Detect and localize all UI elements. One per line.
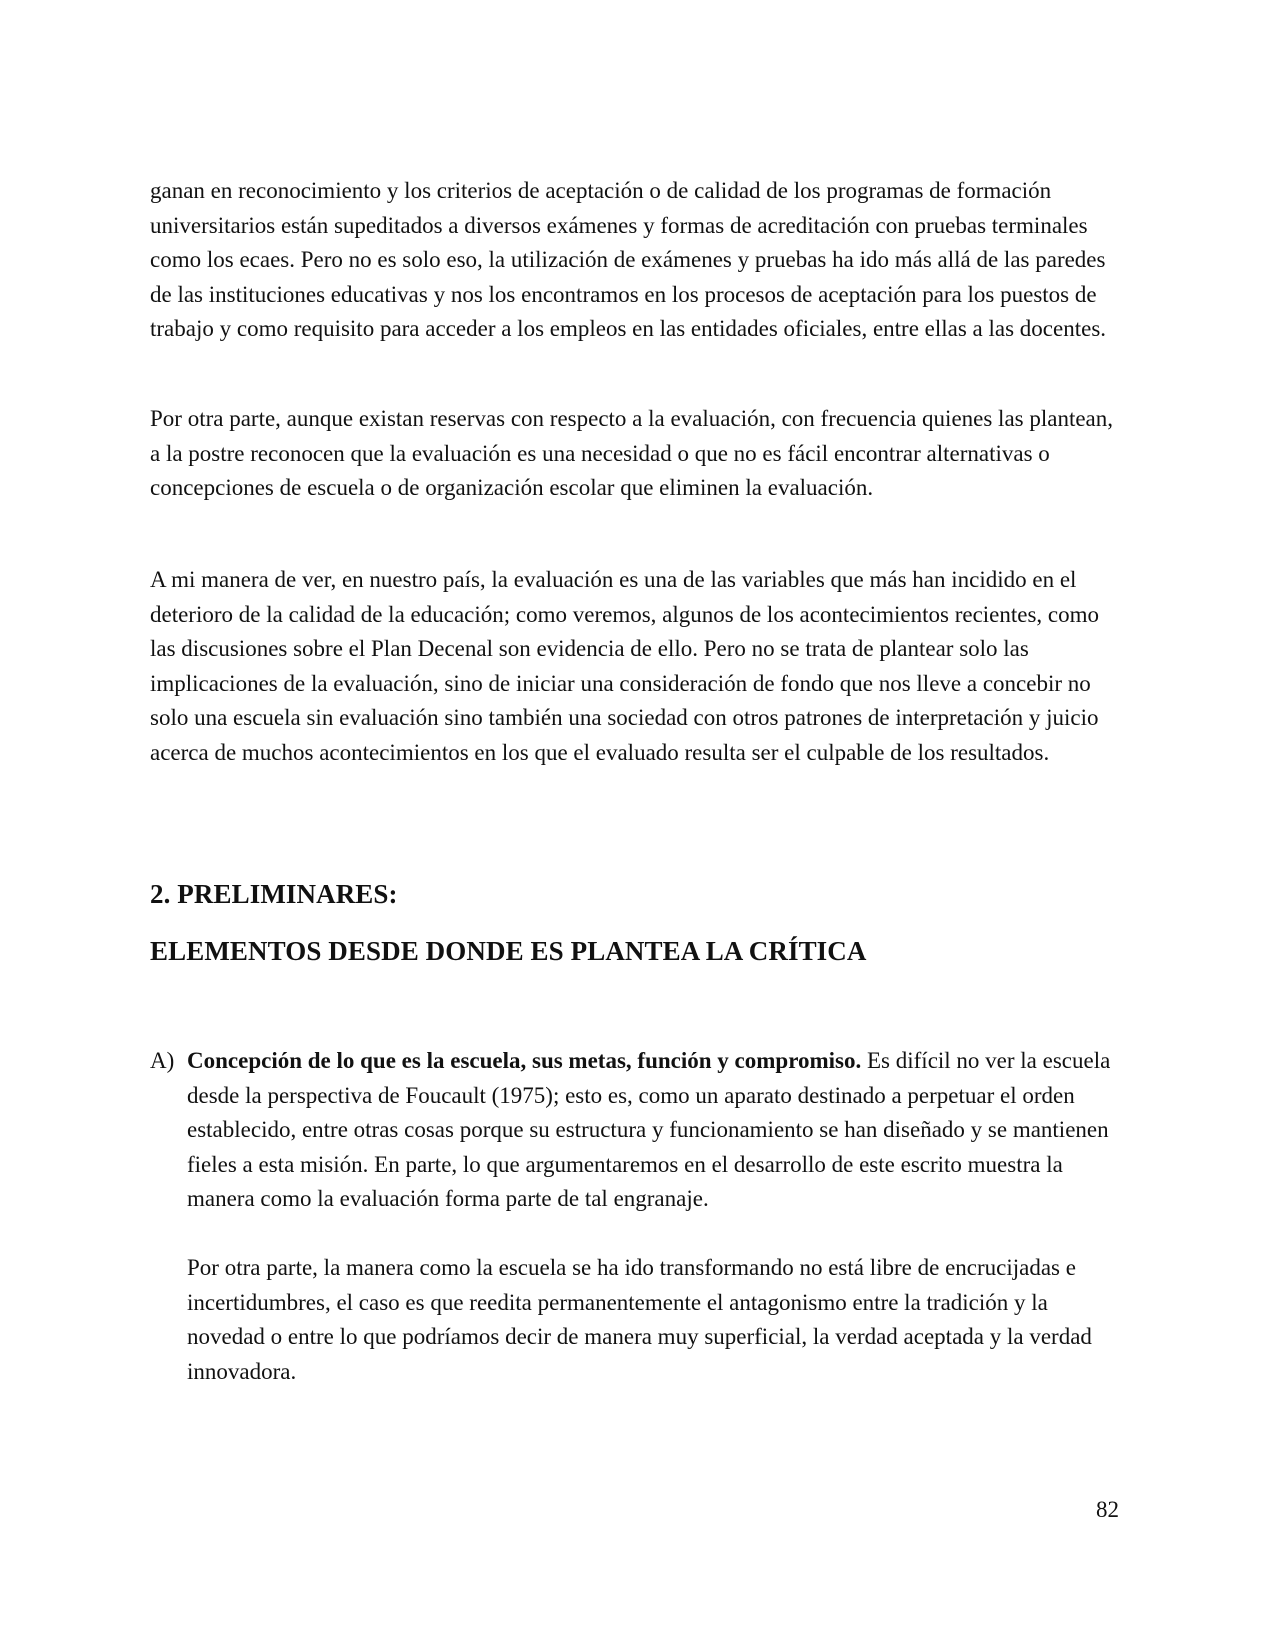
body-paragraph: Por otra parte, aunque existan reservas con respecto a la evaluación, con frecuencia quienes las plantean, a la postre reconocen que la evaluación es una necesidad o que no es fácil encontrar alternativas o concepciones de escuela o de organización escolar que eliminen la evaluación. (150, 406, 1114, 500)
section-subheading: ELEMENTOS DESDE DONDE ES PLANTEA LA CRÍTICA (150, 936, 867, 966)
list-marker: A) (150, 1048, 175, 1073)
section-heading: 2. PRELIMINARES: (150, 879, 398, 909)
body-paragraph: ganan en reconocimiento y los criterios de aceptación o de calidad de los programas de formación universitarios están supeditados a diversos exámenes y formas de acreditación con pruebas terminales como los ecaes. Pero no es solo eso, la utilización de exámenes y pruebas ha ido más allá de las paredes de las instituciones educativas y nos los encontramos en los procesos de aceptación para los puestos de trabajo y como requisito para acceder a los empleos en las entidades oficiales, entre ellas a las docentes. (150, 178, 1107, 341)
list-item-bold-lead: Concepción de lo que es la escuela, sus metas, función y compromiso. (187, 1048, 862, 1073)
list-item-paragraph: Por otra parte, la manera como la escuela se ha ido transformando no está libre de encrucijadas e incertidumbres, el caso es que reedita permanentemente el antagonismo entre la tradición y la novedad o entre lo que podríamos decir de manera muy superficial, la verdad aceptada y la verdad innovadora. (187, 1255, 1092, 1384)
page-number: 82 (1096, 1497, 1119, 1522)
list-item-body (187, 1044, 1125, 1389)
list-item-paragraph (187, 1044, 1125, 1217)
body-paragraph: A mi manera de ver, en nuestro país, la evaluación es una de las variables que más han incidido en el deterioro de la calidad de la educación; como veremos, algunos de los acontecimientos recientes, como las discusiones sobre el Plan Decenal son evidencia de ello. Pero no se trata de plantear solo las implicaciones de la evaluación, sino de iniciar una consideración de fondo que nos lleve a concebir no solo una escuela sin evaluación sino también una sociedad con otros patrones de interpretación y juicio acerca de muchos acontecimientos en los que el evaluado resulta ser el culpable de los resultados. (150, 567, 1100, 765)
list-item-text: Es difícil no ver la escuela desde la perspectiva de Foucault (1975); esto es, como un aparato destinado a perpetuar el orden establecido, entre otras cosas porque su estructura y funcionamiento se han diseñado y se mantienen fieles a esta misión. En parte, lo que argumentaremos en el desarrollo de este escrito muestra la manera como la evaluación forma parte de tal engranaje. (187, 1048, 1111, 1211)
